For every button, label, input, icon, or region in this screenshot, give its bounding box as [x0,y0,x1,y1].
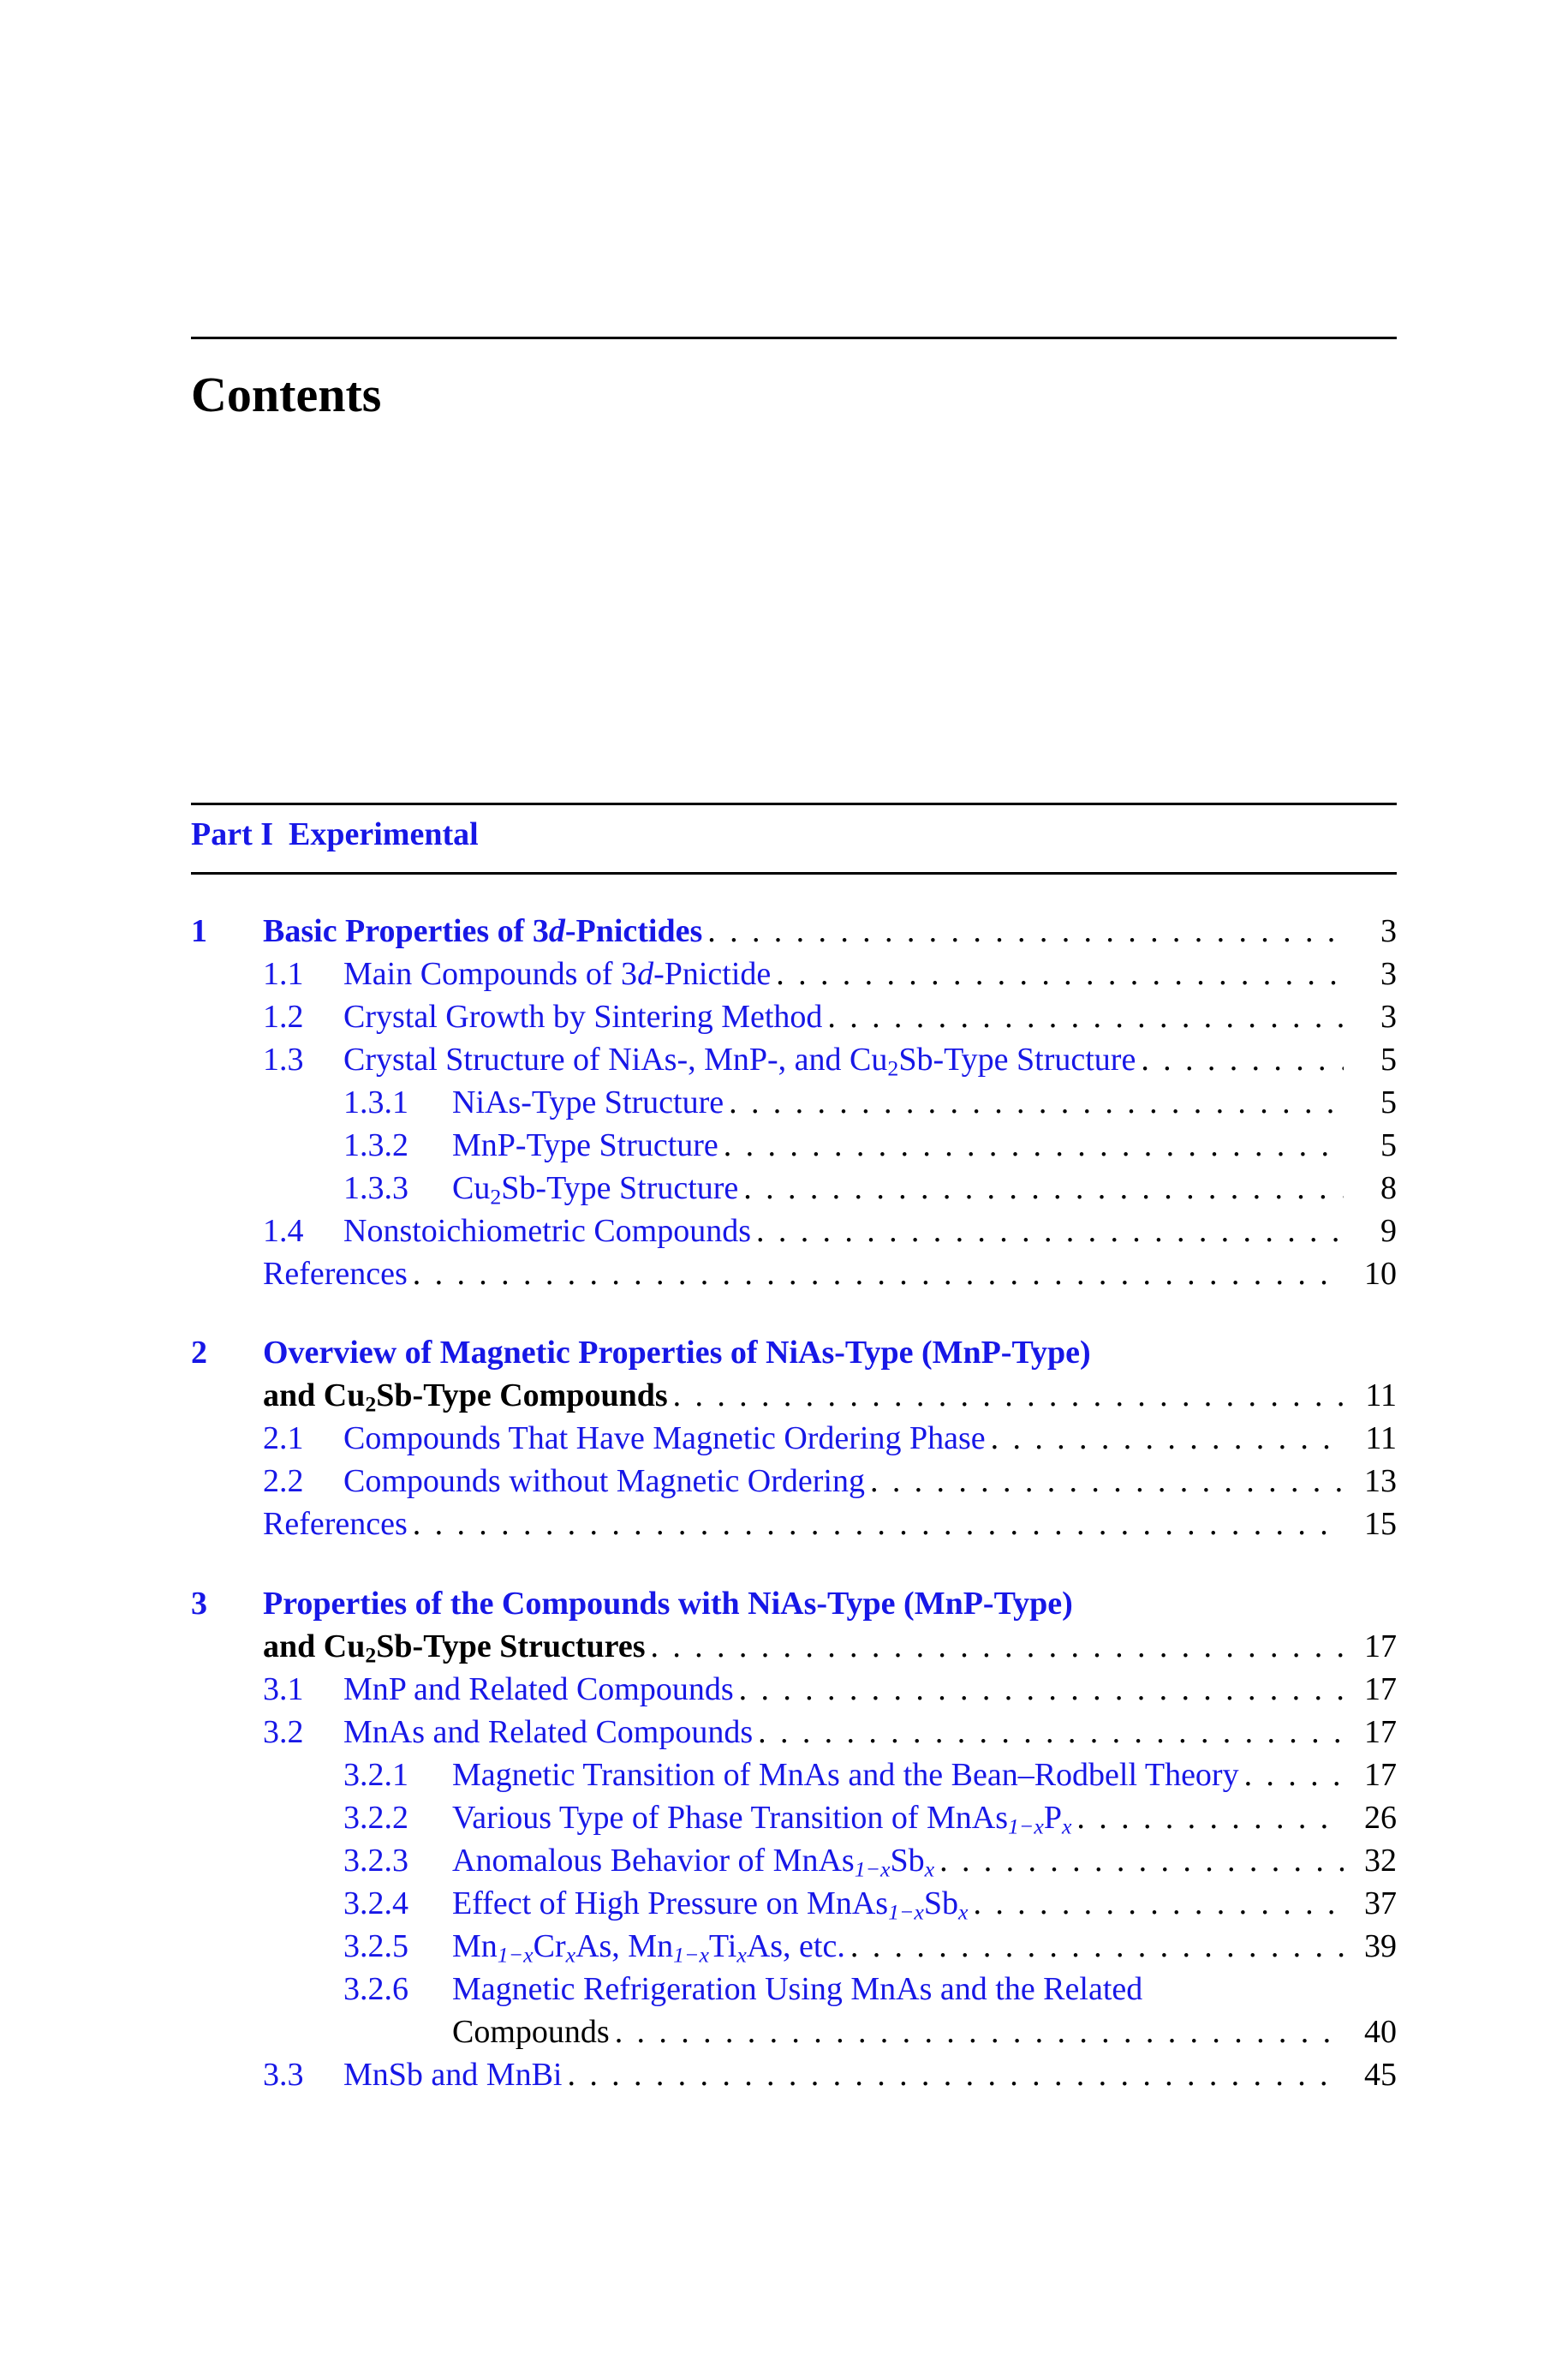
section-3-2-3-page: 32 [1364,1843,1397,1879]
section-1-3-1-title: NiAs-Type Structure [452,1084,724,1120]
references-2-page: 15 [1364,1506,1397,1542]
section-1-3-number: 1.3 [263,1042,304,1078]
section-2-1-number: 2.1 [263,1420,304,1456]
chapter-3-title-line1[interactable]: Properties of the Compounds with NiAs-Type (MnP-Type) [263,1586,1073,1622]
section-3-2-3-title: Anomalous Behavior of $MnAs_{1-x}Sb_x$ [452,1843,935,1882]
section-3-3-entry[interactable] [343,2058,1397,2091]
section-3-2-number: 3.2 [263,1714,304,1750]
section-3-1-title: MnP and Related Compounds [343,1671,734,1707]
section-3-2-4-number: 3.2.4 [343,1885,408,1921]
section-1-1-entry[interactable] [343,958,1397,990]
section-1-3-page: 5 [1380,1042,1397,1078]
section-2-2-entry[interactable] [343,1465,1397,1497]
references-2-title: References [263,1506,408,1542]
section-3-2-5-title: $Mn_{1-x}Cr_xAs$, $Mn_{1-x}Ti_xAs$, etc. [452,1928,845,1968]
references-1-page: 10 [1364,1256,1397,1292]
section-3-2-1-page: 17 [1364,1757,1397,1793]
section-3-2-6-page: 40 [1364,2014,1397,2050]
section-1-3-title: Crystal Structure of NiAs-, MnP-, and $Cu_2Sb$-Type Structure [343,1042,1136,1081]
section-3-2-page: 17 [1364,1714,1397,1750]
section-2-2-number: 2.2 [263,1463,304,1499]
section-1-1-title: Main Compounds of 3d-Pnictide [343,956,772,992]
section-1-3-entry[interactable] [343,1042,1397,1081]
section-1-3-2-entry[interactable] [452,1129,1397,1162]
chapter-3-number: 3 [191,1586,207,1622]
section-3-3-number: 3.3 [263,2057,304,2093]
section-3-2-6-title-line1[interactable]: Magnetic Refrigeration Using MnAs and the Related [452,1971,1143,2007]
section-1-3-3-page: 8 [1380,1170,1397,1206]
section-1-3-1-number: 1.3.1 [343,1084,408,1120]
section-2-2-page: 13 [1364,1463,1397,1499]
page-title: Contents [191,367,382,422]
section-3-2-title: MnAs and Related Compounds [343,1714,754,1750]
section-1-3-1-entry[interactable] [452,1086,1397,1119]
section-3-2-5-entry[interactable] [452,1928,1397,1968]
section-3-1-entry[interactable] [343,1673,1397,1706]
section-3-2-1-title: Magnetic Transition of MnAs and the Bean–Rodbell Theory [452,1757,1239,1793]
references-1-entry[interactable] [263,1258,1397,1290]
section-3-2-1-entry[interactable] [452,1759,1397,1791]
section-3-2-2-number: 3.2.2 [343,1800,408,1836]
section-3-3-page: 45 [1364,2057,1397,2093]
chapter-2-number: 2 [191,1335,207,1371]
top-rule [191,337,1397,339]
section-3-2-3-number: 3.2.3 [343,1843,408,1879]
section-1-3-3-title: $Cu_2Sb$-Type Structure [452,1170,739,1210]
section-3-1-number: 3.1 [263,1671,304,1707]
section-3-2-entry[interactable] [343,1716,1397,1748]
section-3-2-4-entry[interactable] [452,1885,1397,1925]
section-3-2-6-entry[interactable] [452,2016,1397,2048]
section-3-2-6-number: 3.2.6 [343,1971,408,2007]
chapter-2-title-line1[interactable]: Overview of Magnetic Properties of NiAs-Type (MnP-Type) [263,1335,1091,1371]
section-2-1-entry[interactable] [343,1422,1397,1455]
part-rule-bottom [191,872,1397,875]
section-2-1-page: 11 [1365,1420,1397,1456]
section-3-2-5-number: 3.2.5 [343,1928,408,1964]
section-1-2-page: 3 [1380,999,1397,1035]
section-1-3-2-number: 1.3.2 [343,1127,408,1163]
section-3-2-3-entry[interactable] [452,1843,1397,1882]
section-2-2-title: Compounds without Magnetic Ordering [343,1463,865,1499]
section-3-2-4-title: Effect of High Pressure on $MnAs_{1-x}Sb_x$ [452,1885,969,1925]
section-3-2-5-page: 39 [1364,1928,1397,1964]
chapter-2-entry[interactable] [263,1377,1397,1417]
section-3-2-2-entry[interactable] [452,1800,1397,1839]
references-1-title: References [263,1256,408,1292]
references-2-entry[interactable] [263,1508,1397,1540]
section-1-3-1-page: 5 [1380,1084,1397,1120]
part-rule-top [191,803,1397,805]
section-3-2-4-page: 37 [1364,1885,1397,1921]
section-3-2-1-number: 3.2.1 [343,1757,408,1793]
part-heading[interactable] [191,818,479,851]
section-3-2-6-title-line2: Compounds [452,2014,610,2050]
section-1-3-3-entry[interactable] [452,1170,1397,1210]
section-1-4-number: 1.4 [263,1213,304,1249]
chapter-3-title-line2: and $Cu_2Sb$-Type Structures [263,1628,646,1668]
section-1-4-page: 9 [1380,1213,1397,1249]
section-3-1-page: 17 [1364,1671,1397,1707]
chapter-1-title: Basic Properties of 3d-Pnictides [263,913,703,949]
chapter-3-page: 17 [1364,1628,1397,1664]
section-2-1-title: Compounds That Have Magnetic Ordering Phase [343,1420,986,1456]
section-3-2-2-page: 26 [1364,1800,1397,1836]
chapter-1-number: 1 [191,913,207,949]
chapter-3-entry[interactable] [263,1628,1397,1668]
section-1-2-number: 1.2 [263,999,304,1035]
chapter-2-title-line2: and $Cu_2Sb$-Type Compounds [263,1377,668,1417]
section-1-4-title: Nonstoichiometric Compounds [343,1213,752,1249]
section-1-4-entry[interactable] [343,1215,1397,1247]
section-1-1-page: 3 [1380,956,1397,992]
section-1-3-2-page: 5 [1380,1127,1397,1163]
chapter-2-page: 11 [1365,1377,1397,1413]
part-name: Experimental [289,816,479,852]
chapter-1-entry[interactable] [263,915,1397,947]
part-label: Part I [191,816,274,852]
section-3-3-title: MnSb and MnBi [343,2057,563,2093]
section-1-2-entry[interactable] [343,1001,1397,1033]
section-1-1-number: 1.1 [263,956,304,992]
section-3-2-2-title: Various Type of Phase Transition of $MnAs_{1-x}P_x$ [452,1800,1072,1839]
section-1-3-3-number: 1.3.3 [343,1170,408,1206]
chapter-1-page: 3 [1380,913,1397,949]
section-1-2-title: Crystal Growth by Sintering Method [343,999,823,1035]
section-1-3-2-title: MnP-Type Structure [452,1127,718,1163]
